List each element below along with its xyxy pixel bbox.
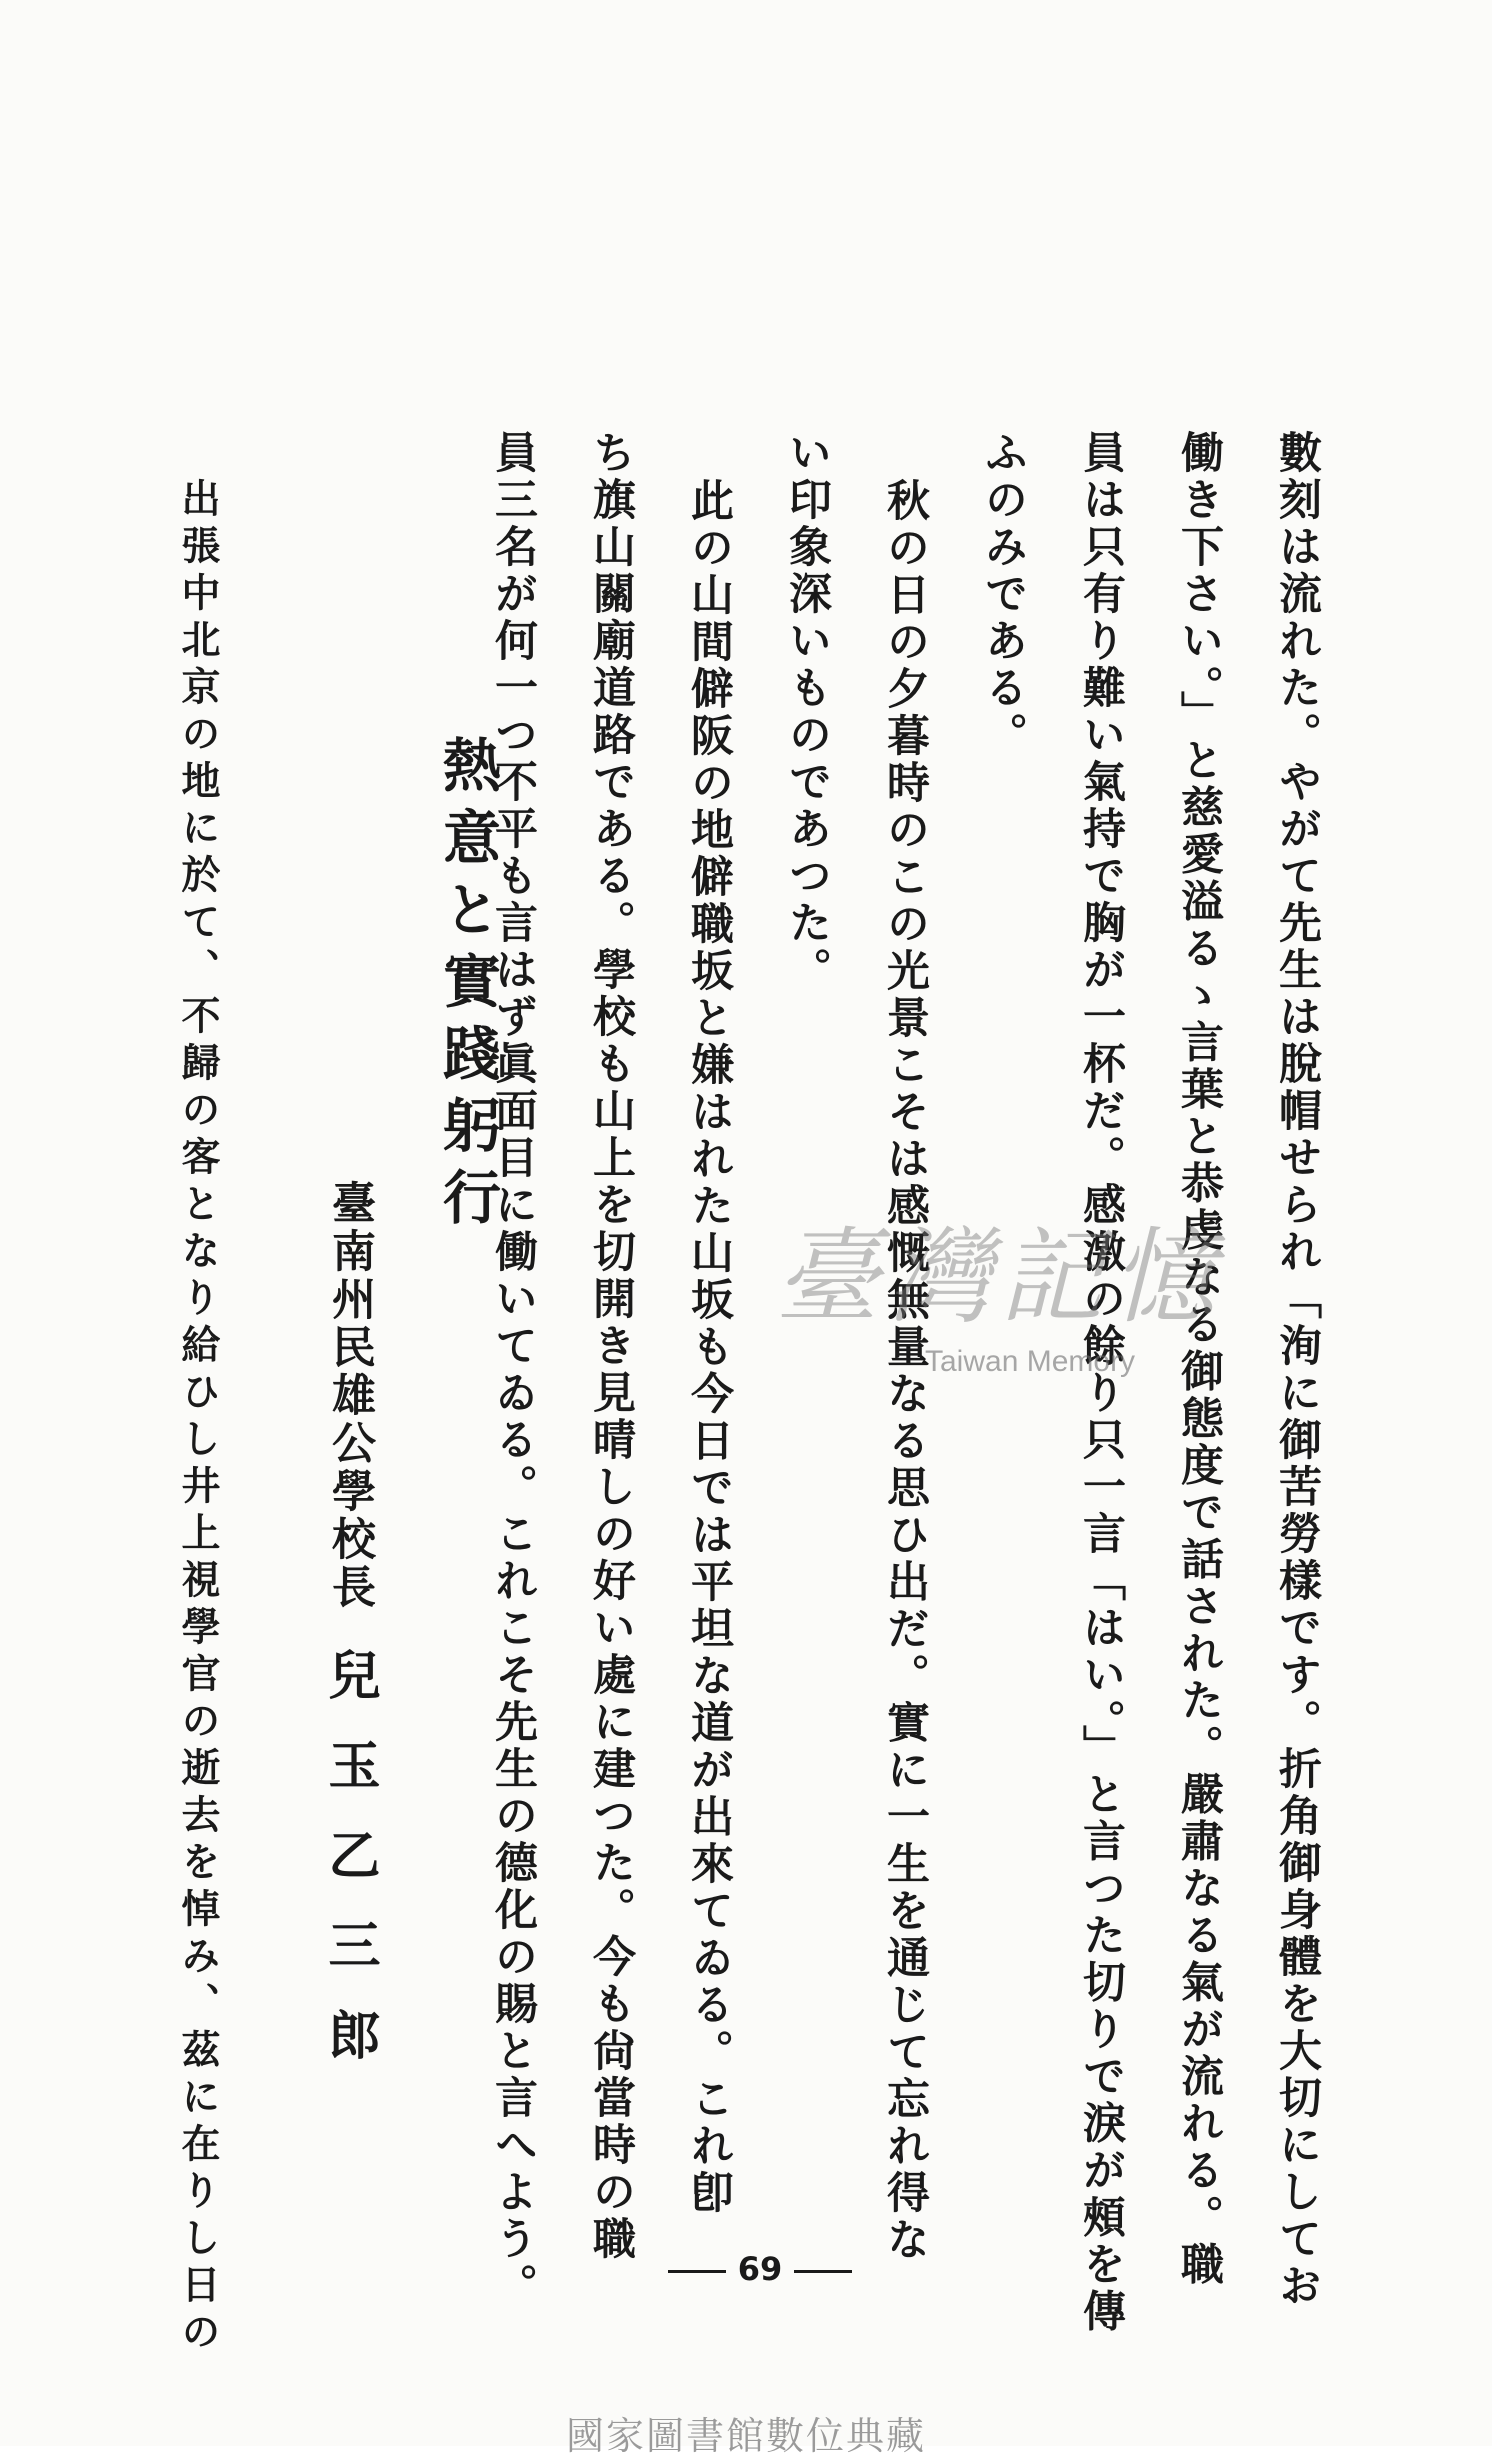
text-column-7: 此の山間僻阪の地僻職坂と嫌はれた山坂も今日では平坦な道が出來てゐる。これ卽 [684, 478, 734, 2217]
page-number-dash-right [794, 2270, 852, 2273]
watermark-cjk: 臺灣記憶 [775, 1216, 1224, 1338]
author-name: 兒玉乙三郎 [319, 1647, 380, 2098]
author-block [312, 1180, 387, 2098]
text-column-1: 數刻は流れた。やがて先生は脫帽せられ「洵に御苦勞樣です。折角御身體を大切にしてお [1272, 430, 1322, 2310]
author-affiliation: 臺南州民雄公學校長 [324, 1180, 375, 1612]
text-column-4: ふのみである。 [978, 430, 1028, 759]
page-number-dash-left [668, 2270, 726, 2273]
text-column-8: ち旗山關廟道路である。學校も山上を切開き見晴しの好い處に建つた。今も尙當時の職 [586, 430, 636, 2263]
text-column-6: い印象深いものであつた。 [782, 430, 832, 994]
footer-text: 國家圖書館數位典藏 [565, 2414, 926, 2458]
page-number-text: 69 [737, 2250, 783, 2288]
text-column-9: 員三名が何一つ不平も言はず眞面目に働いてゐる。これこそ先生の德化の賜と言へよう。 [488, 430, 538, 2310]
section-title: 熱意と實踐躬行 [433, 735, 501, 1239]
page-number [640, 2250, 880, 2288]
text-column-3: 員は只有り難い氣持で胸が一杯だ。感激の餘り只一言「はい。」と言つた切りで淚が頰を傳 [1076, 430, 1126, 2336]
text-column-5: 秋の日の夕暮時のこの光景こそは感慨無量なる思ひ出だ。實に一生を通じて忘れ得な [880, 478, 930, 2264]
text-column-2: 働き下さい。」と慈愛溢るゝ言葉と恭虔なる御態度で話された。嚴肅なる氣が流れる。職 [1174, 430, 1224, 2289]
watermark-en: Taiwan Memory [925, 1345, 1136, 1378]
text-column-10: 出張中北京の地に於て、不歸の客となり給ひし井上視學官の逝去を悼み、茲に在りし日の [175, 478, 221, 2358]
